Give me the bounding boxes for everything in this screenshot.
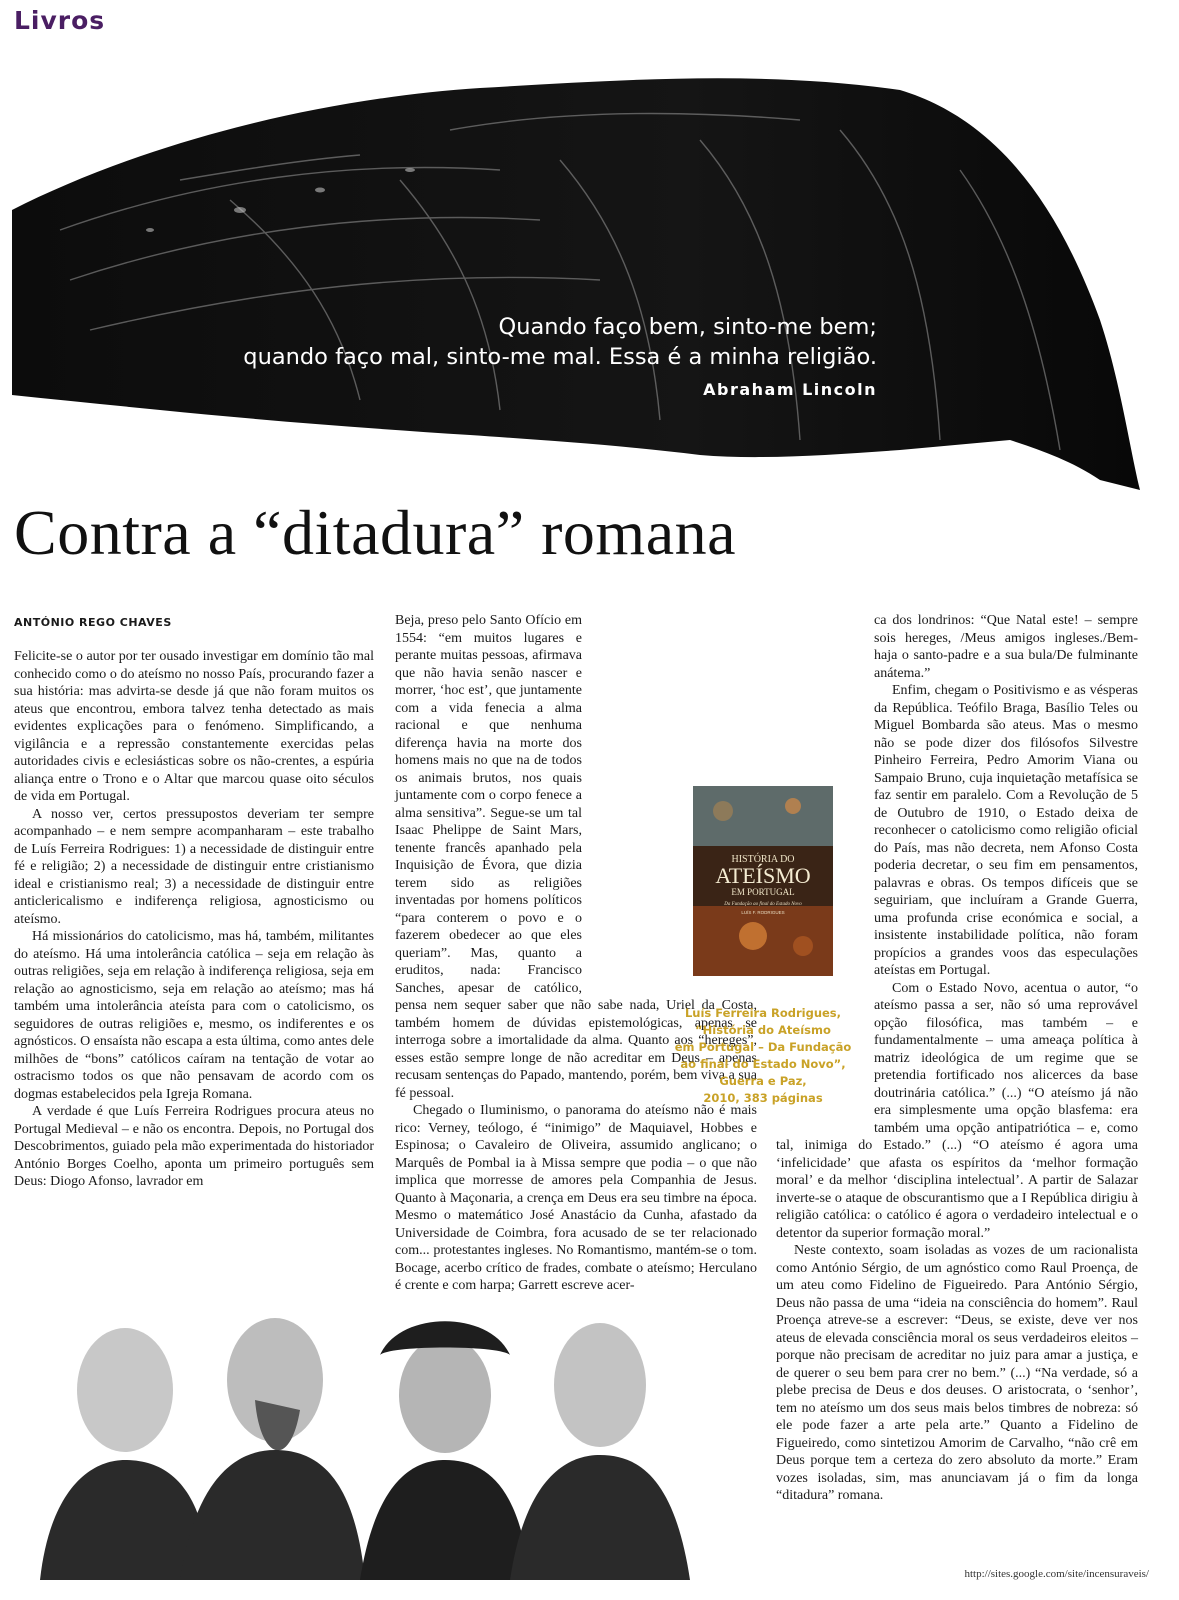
portraits-photo	[30, 1300, 710, 1580]
book-cover-title-2: ATEÍSMO	[715, 863, 811, 888]
portrait	[360, 1321, 530, 1580]
paragraph: Beja, preso pelo Santo Ofício em 1554: “em muitos lugares e perante muitas pessoas, afirmava que não havia senão nascer e morrer, ‘hoc est’, que juntamente com a vida fenecia a alma racional e que nenhuma diferença havia na morte dos homens mais no que na de todos os animais brutos, nos quais juntamente com o corpo fenece a alma sensitiva”. Segue-se um tal Isaac Phelippe de Saint Mars, tenente francês apanhado pela Inquisição de Évora, que dizia terem sido as religiões inventadas por homens políticos “para conterem o povo e o fazerem obedecer ao que eles queriam”. Mas, quanto a eruditos, nada: Francisco Sanches, apesar de católico, pensa nem sequer saber que não sabe nada, Uriel da Costa, também homem de dúvidas epistemológicas, apenas se interroga sobre a imortalidade da alma. Quanto aos “hereges”, esses estão sempre longe de não acreditar em Deus – apenas recusam sentenças do Papado, mantendo, porém, bem viva a sua fé pessoal.	[395, 613, 757, 1101]
paragraph: Enfim, chegam o Positivismo e as vésperas da República. Teófilo Braga, Basílio Teles ou Miguel Bombarda são ateus. Mas o mesmo não se pode dizer dos filósofos Silvestre Pinheiro Ferreira, Pedro Amorim Viana ou Sampaio Bruno, cuja inquietação metafísica se faz sentir em paralelo. Com a Revolução de 5 de Outubro de 1910, o Estado deixa de reconhecer o catolicismo como religião oficial do País, mas não decreta, nem Afonso Costa poderia decretar, o seu fim em pensamentos, palavras e obras. Os tempos difíceis que se seguiriam, que incluíram a Grande Guerra, uma profunda crise económica e social, a insistente instabilidade política, não foram propícios a grandes voos das especulações ateístas em Portugal.	[874, 683, 1138, 978]
byline: ANTÓNIO REGO CHAVES	[14, 616, 172, 629]
caption-line: Guerra e Paz,	[719, 1074, 807, 1088]
quote-line-1: Quando faço bem, sinto-me bem;	[498, 314, 877, 340]
portrait	[510, 1323, 690, 1580]
book-caption	[672, 1005, 854, 1107]
article-column-1	[14, 648, 374, 1191]
caption-line: “História do Ateísmo	[695, 1023, 831, 1037]
caption-line: Luís Ferreira Rodrigues,	[684, 1006, 842, 1020]
quote-author: Abraham Lincoln	[703, 380, 877, 399]
caption-line: ao final do Estado Novo”,	[680, 1057, 846, 1071]
pull-quote	[243, 312, 877, 399]
section-label: Livros	[14, 6, 106, 35]
book-cover-title-1: HISTÓRIA DO	[731, 854, 795, 865]
caption-line: 2010, 383 páginas	[703, 1091, 823, 1105]
book-cover-title-3: EM PORTUGAL	[731, 887, 795, 897]
paragraph: Neste contexto, soam isoladas as vozes de um racionalista como António Sérgio, de um agnóstico como Raul Proença, de um ateu como Fidelino de Figueiredo. Para António Sérgio, Deus não passa de uma “ideia na consciência do homem”. Raul Proença atreve-se a escrever: “Deus, se existe, deve ver nos ateus de elevada consciência moral os seus verdadeiros eleitos – porque não precisam de acreditar no juiz para amar a justiça, e de querer o seu bem para crer no bem.” (...) “Na verdade, só a plebe precisa de Deus e dos deuses. O aristocrata, o ‘senhor’, tem no ateísmo um dos seus mais belos timbres de nobreza: só ele pode fazer a arte pela arte.” Quanto a Fidelino de Figueiredo, como sintetizou Amorim de Carvalho, “não crê em Deus porque tem a certeza do zero absoluto da morte.” Eram vozes isoladas, sim, mas anunciavam já o fim da longa “ditadura” romana.	[776, 1243, 1138, 1503]
quote-line-2: quando faço mal, sinto-me mal. Essa é a minha religião.	[243, 344, 877, 370]
article-headline: Contra a “ditadura” romana	[14, 497, 736, 568]
paragraph: Felicite-se o autor por ter ousado investigar em domínio tão mal conhecido como o do ateísmo no nosso País, procurando fazer a sua história: mas advirta-se desde já que não foram muitos os ateus que encontrou, embora talvez tenha detectado as mais evidentes explicações para o fenómeno. Simplificando, a vigilância e a repressão constantemente exercidas pelas autoridades civis e eclesiásticas sobre os não-crentes, a espúria aliança entre o Trono e o Altar que marcou quase oito séculos de vida em Portugal.	[14, 649, 374, 804]
book-cover-author: LUÍS F. RODRIGUES	[741, 910, 785, 915]
paragraph: Com o Estado Novo, acentua o autor, “o ateísmo passa a ser, não só uma reprovável opção filosófica, mas também – e fundamentalmente – uma ameaça política à matriz ideológica de um regime que se pretendia fortificado nos alicerces da base doutrinária católica.” (...) “O ateísmo já não era simplesmente uma opção blasfema: era também uma opção antipatriótica – e, como tal, inimiga do Estado.” (...) “O ateísmo é agora uma ‘infelicidade’ que afasta os espíritos da ‘melhor formação moral’ e da melhor ‘disciplina intelectual’. A partir de Salazar inverte-se o ataque de obscurantismo que a I República dirigiu à religião católica: o católico é agora o verdadeiro intelectual e o detentor da superior formação moral.”	[776, 980, 1138, 1241]
source-url: http://sites.google.com/site/incensuraveis/	[964, 1568, 1149, 1580]
caption-line: em Portugal – Da Fundação	[674, 1040, 852, 1054]
portrait	[40, 1328, 210, 1580]
book-cover	[693, 786, 833, 976]
portrait	[180, 1318, 365, 1580]
book-cover-subtitle: Da Fundação ao final do Estado Novo	[724, 902, 802, 907]
paragraph: A nosso ver, certos pressupostos deveriam ter sempre acompanhado – e nem sempre acompanharam – este trabalho de Luís Ferreira Rodrigues: 1) a necessidade de distinguir entre fé e religião; 2) a necessidade de distinguir entre cristianismo ideal e cristianismo real; 3) a necessidade de distinguir entre anticlericalismo e indiferença religiosa, agnosticismo ou ateísmo.	[14, 806, 374, 927]
paragraph: ca dos londrinos: “Que Natal este! – sempre sois hereges, /Meus amigos ingleses./Bem-haja o santo-padre e a sua bula/De fulminante anátema.”	[874, 613, 1138, 681]
wing-photo	[0, 60, 1179, 500]
paragraph: Há missionários do catolicismo, mas há, também, militantes do ateísmo. Há uma intolerância católica – seja em relação às outras religiões, seja em relação à indiferença religiosa, seja em relação ao agnosticismo, seja em relação ao ateísmo; mas há também uma intolerância ateísta para com o catolicismo, os seguidores de outras religiões e, mesmo, os indiferentes e os agnósticos. O ensaísta não escapa a esta última, como antes dele milhões de “bons” católicos caíram na tentação de votar ao ostracismo todos os que não pensavam de acordo com os dogmas estabelecidos pela Igreja Romana.	[14, 929, 374, 1102]
paragraph: Chegado o Iluminismo, o panorama do ateísmo não é mais rico: Verney, teólogo, é “inimigo” de Maquiavel, Hobbes e Espinosa; o Cavaleiro de Oliveira, assumido anglicano; o Marquês de Pombal ia à Missa sempre que podia – o que não implica que morresse de amores pela Companhia de Jesus. Quanto à Maçonaria, a crença em Deus era seu timbre na época. Mesmo o matemático José Anastácio da Cunha, afastado da Universidade de Coimbra, fora acusado de se ter relacionado com... protestantes ingleses. No Romantismo, mantém-se o tom. Bocage, acerbo crítico de frades, combate o ateísmo; Herculano é crente e com harpa; Garrett escreve acer-	[395, 1103, 757, 1293]
paragraph: A verdade é que Luís Ferreira Rodrigues procura ateus no Portugal Medieval – e não os encontra. Depois, no Portugal dos Descobrimentos, guiado pela mão experimentada do historiador António Borges Coelho, aponta um primeiro português sem Deus: Diogo Afonso, lavrador em	[14, 1104, 374, 1189]
